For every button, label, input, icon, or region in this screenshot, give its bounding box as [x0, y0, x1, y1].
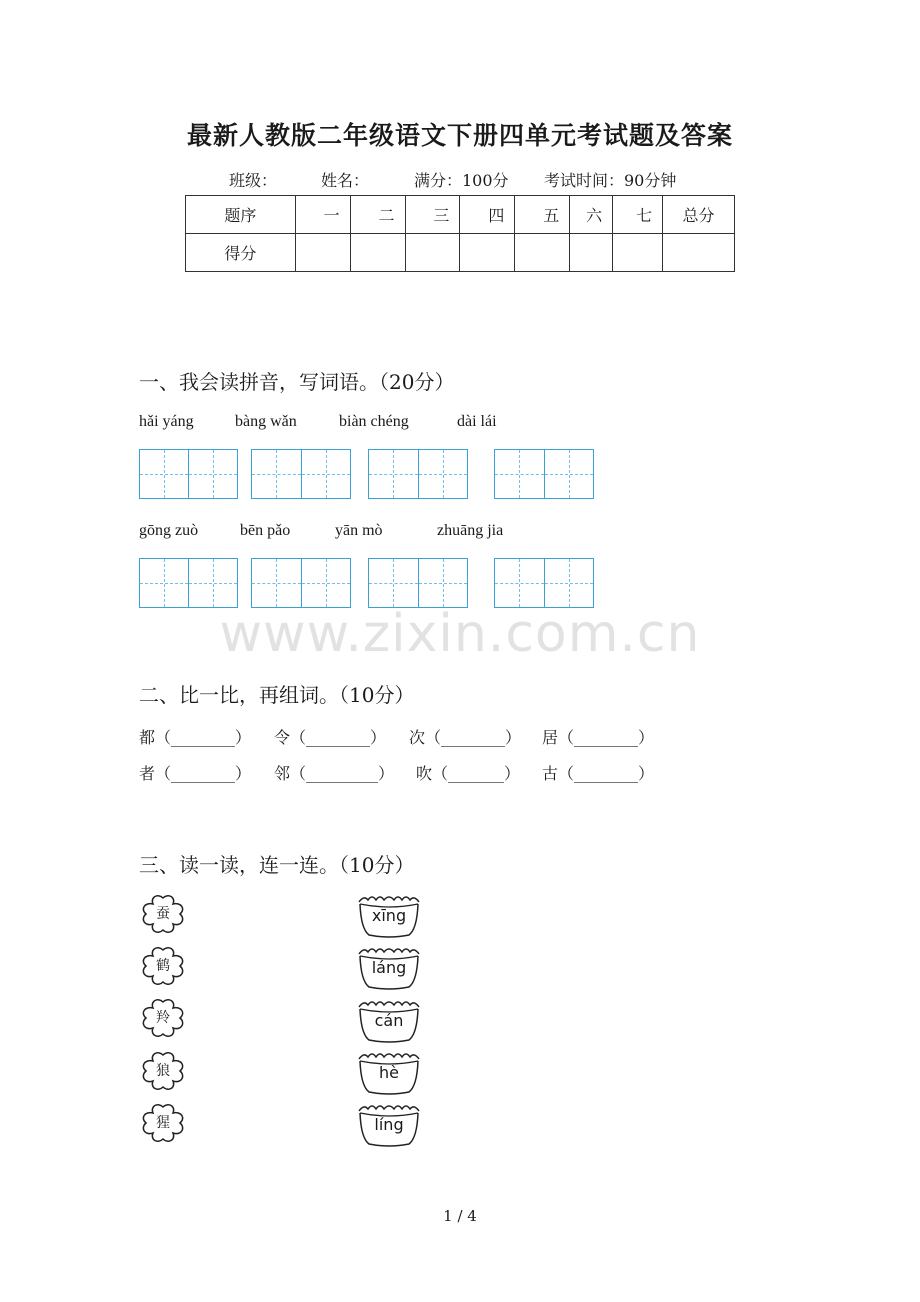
section3-heading: 三、读一读，连一连。（10分） [139, 853, 415, 877]
flower-character-badge[interactable] [139, 1051, 187, 1091]
score-row-label: 得分 [186, 234, 296, 272]
score-header-cell: 七 [613, 196, 663, 234]
score-table-score-row [186, 234, 735, 272]
score-header-cell: 三 [405, 196, 460, 234]
writing-grid[interactable] [139, 558, 238, 608]
score-cell[interactable] [613, 234, 663, 272]
writing-grid[interactable] [139, 449, 238, 499]
pinyin-label: hǎi yáng [139, 413, 194, 430]
writing-grid[interactable] [368, 449, 468, 499]
basket-pinyin-badge[interactable] [356, 893, 422, 939]
class-label: 班级： [229, 171, 278, 190]
pinyin-label: xīng [371, 906, 407, 925]
score-header-cell: 五 [515, 196, 570, 234]
section2-heading: 二、比一比，再组词。（10分） [139, 683, 415, 707]
score-table-header-row [186, 196, 735, 234]
score-header-cell: 总分 [663, 196, 735, 234]
compare-item: 都（________） [139, 728, 252, 747]
score-header-cell: 六 [570, 196, 613, 234]
flower-character-badge[interactable] [139, 946, 187, 986]
pinyin-label: dài lái [457, 413, 497, 430]
pinyin-label: gōng zuò [139, 522, 199, 539]
full-score: 满分：100分 [414, 171, 509, 190]
character-label: 猩 [156, 1115, 170, 1131]
basket-pinyin-badge[interactable] [356, 998, 422, 1044]
basket-pinyin-badge[interactable] [356, 945, 422, 991]
score-cell[interactable] [350, 234, 405, 272]
basket-pinyin-badge[interactable] [356, 1050, 422, 1096]
exam-time: 考试时间：90分钟 [544, 171, 677, 190]
pinyin-label: biàn chéng [339, 413, 409, 430]
flower-character-badge[interactable] [139, 894, 187, 934]
compare-item: 令（________） [274, 728, 387, 747]
character-label: 狼 [156, 1063, 170, 1079]
score-table [185, 195, 735, 272]
pinyin-label: zhuāng jia [437, 522, 504, 539]
basket-pinyin-badge[interactable] [356, 1102, 422, 1148]
score-header-cell: 一 [295, 196, 350, 234]
watermark: www.zixin.com.cn [219, 604, 701, 664]
pinyin-label: cán [374, 1011, 404, 1030]
score-header-cell: 题序 [186, 196, 296, 234]
compare-item: 吹（_______） [416, 764, 521, 783]
score-cell[interactable] [570, 234, 613, 272]
compare-item: 邻（_________） [274, 764, 395, 783]
page-title: 最新人教版二年级语文下册四单元考试题及答案 [186, 121, 733, 150]
score-cell[interactable] [663, 234, 735, 272]
character-label: 羚 [156, 1010, 170, 1026]
pinyin-label: bàng wǎn [235, 413, 297, 430]
compare-item: 次（________） [409, 728, 522, 747]
writing-grid[interactable] [494, 558, 594, 608]
score-cell[interactable] [405, 234, 460, 272]
score-cell[interactable] [460, 234, 515, 272]
pinyin-label: líng [374, 1115, 404, 1134]
pinyin-label: láng [371, 958, 407, 977]
name-label: 姓名： [321, 171, 370, 190]
flower-character-badge[interactable] [139, 1103, 187, 1143]
character-label: 鹤 [156, 958, 170, 974]
character-label: 蚕 [156, 906, 170, 922]
pinyin-label: bēn pǎo [240, 522, 291, 539]
compare-item: 者（________） [139, 764, 252, 783]
compare-item: 古（________） [542, 764, 655, 783]
pinyin-label: yān mò [335, 522, 383, 539]
writing-grid[interactable] [251, 558, 351, 608]
score-cell[interactable] [515, 234, 570, 272]
score-header-cell: 二 [350, 196, 405, 234]
score-cell[interactable] [295, 234, 350, 272]
score-header-cell: 四 [460, 196, 515, 234]
pinyin-label: hè [379, 1063, 399, 1082]
compare-item: 居（________） [542, 728, 655, 747]
writing-grid[interactable] [368, 558, 468, 608]
writing-grid[interactable] [494, 449, 594, 499]
flower-character-badge[interactable] [139, 998, 187, 1038]
section1-heading: 一、我会读拼音，写词语。（20分） [139, 370, 455, 394]
page-number: 1 / 4 [443, 1207, 477, 1225]
writing-grid[interactable] [251, 449, 351, 499]
